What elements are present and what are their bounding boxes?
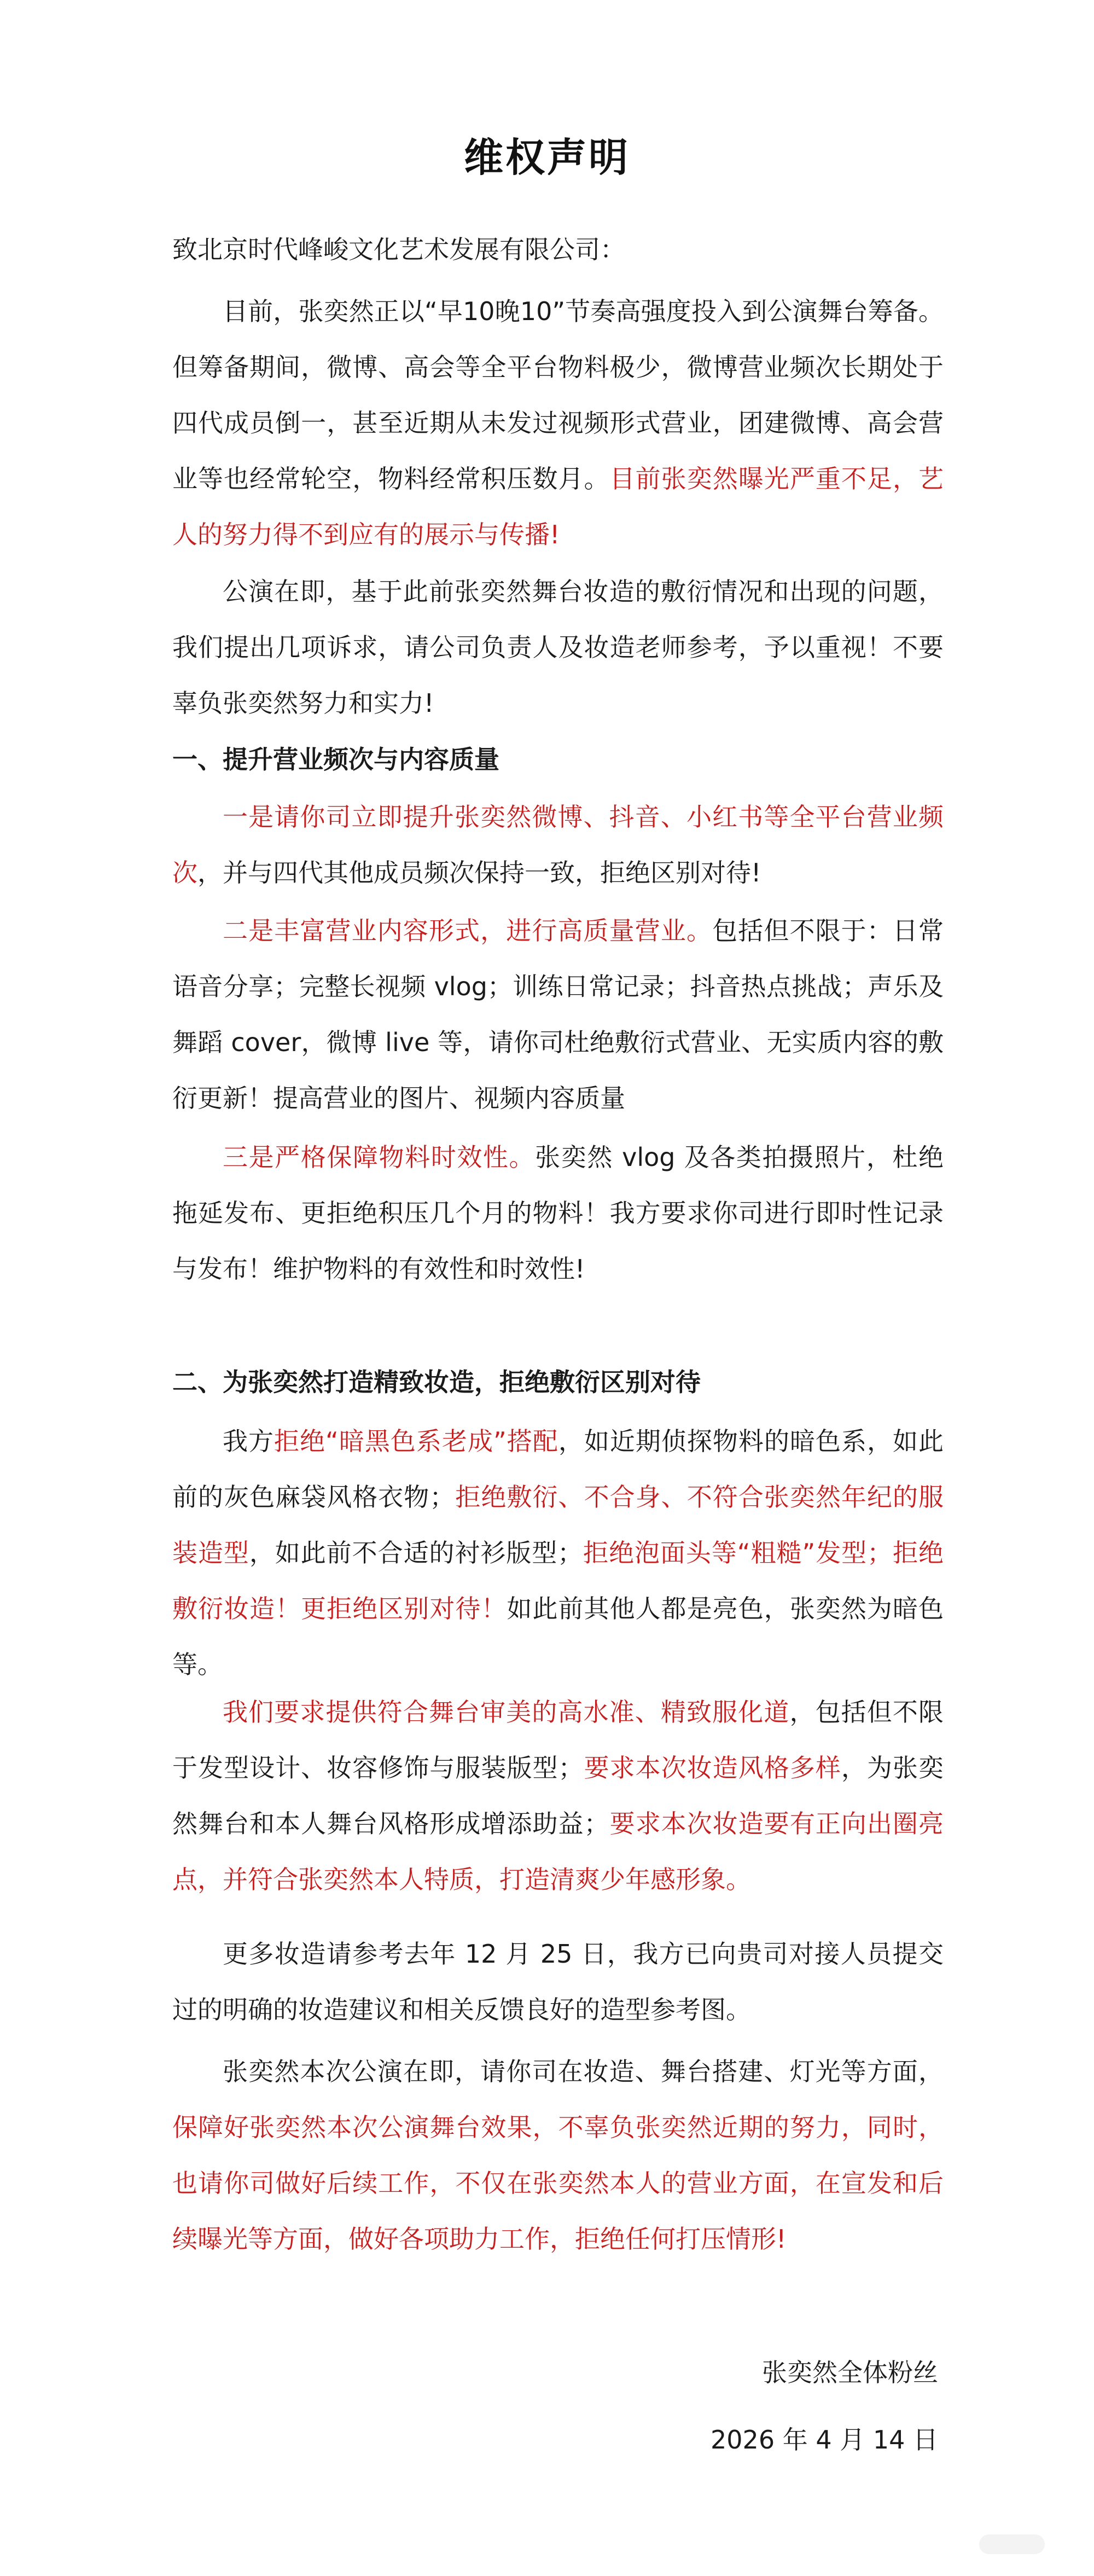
- paragraph-intro-text: 目前，张奕然正以“早10晚10”节奏高强度投入到公演舞台筹备。但筹备期间，微博、高会等全平台物料极少，微博营业频次长期处于四代成员倒一，甚至近期从未发过视频形式营业，团建微博、高会营业等也经常轮空，物料经常积压数月。: [172, 297, 944, 494]
- watermark-badge: [979, 2534, 1045, 2554]
- section1-item1: [172, 789, 944, 901]
- s2p2-e: 要求本次妆造要有正向出圈亮点，并符合张奕然本人特质，打造清爽少年感形象。: [172, 1809, 944, 1894]
- salutation: 致北京时代峰峻文化艺术发展有限公司：: [172, 235, 625, 264]
- date: 2026 年 4 月 14 日: [711, 2425, 938, 2455]
- s2p2-d: ，为张奕然舞台和本人舞台风格形成增添助益；: [172, 1753, 944, 1838]
- section1-item3: [172, 1129, 944, 1297]
- s2p1-e: ，如此前不合适的衬衫版型；: [249, 1538, 583, 1568]
- s2p1-a: 我方: [223, 1426, 275, 1456]
- paragraph-demands: 公演在即，基于此前张奕然舞台妆造的敷衍情况和出现的问题，我们提出几项诉求，请公司负责人及妆造老师参考，予以重视！不要辜负张奕然努力和实力!: [172, 577, 944, 718]
- closing-highlight: 保障好张奕然本次公演舞台效果，不辜负张奕然近期的努力，同时，也请你司做好后续工作，不仅在张奕然本人的营业方面，在宣发和后续曝光等方面，做好各项助力工作，拒绝任何打压情形!: [172, 2113, 944, 2254]
- s2p2-c: 要求本次妆造风格多样: [583, 1753, 841, 1783]
- paragraph-intro: [172, 283, 944, 562]
- s2p2-b: ，包括但不限于发型设计、妆容修饰与服装版型；: [172, 1697, 944, 1783]
- s2p1-g: 如此前其他人都是亮色，张奕然为暗色等。: [172, 1594, 944, 1679]
- section1-heading: 一、提升营业频次与内容质量: [172, 745, 499, 774]
- section1-item1-text: ，并与四代其他成员频次保持一致，拒绝区别对待!: [197, 858, 761, 887]
- page-title: 维权声明: [463, 135, 630, 181]
- paragraph-closing: [172, 2044, 944, 2267]
- section1-item2: [172, 903, 944, 1126]
- paragraph-intro-highlight: 目前张奕然曝光严重不足，艺人的努力得不到应有的展示与传播!: [172, 464, 944, 549]
- s2p1-f: 拒绝泡面头等“粗糙”发型；拒绝敷衍妆造！更拒绝区别对待！: [172, 1538, 944, 1623]
- section1-item3-highlight: 三是严格保障物料时效性。: [223, 1142, 536, 1172]
- s2p1-c: ，如近期侦探物料的暗色系，如此前的灰色麻袋风格衣物；: [172, 1426, 944, 1512]
- closing-text: 张奕然本次公演在即，请你司在妆造、舞台搭建、灯光等方面，: [223, 2057, 944, 2086]
- section1-item3-text: 张奕然 vlog 及各类拍摄照片，杜绝拖延发布、更拒绝积压几个月的物料！我方要求你司进行即时性记录与发布！维护物料的有效性和时效性!: [172, 1142, 944, 1284]
- section2-heading: 二、为张奕然打造精致妆造，拒绝敷衍区别对待: [172, 1367, 701, 1397]
- s2p1-d: 拒绝敷衍、不合身、不符合张奕然年纪的服装造型: [172, 1482, 944, 1568]
- signature: 张奕然全体粉丝: [762, 2358, 938, 2387]
- section2-paragraph1: [172, 1413, 944, 1692]
- section1-item1-highlight: 一是请你司立即提升张奕然微博、抖音、小红书等全平台营业频次: [172, 802, 944, 887]
- section2-paragraph2: [172, 1684, 944, 1907]
- s2p1-b: 拒绝“暗黑色系老成”搭配: [274, 1426, 558, 1456]
- section1-item2-highlight: 二是丰富营业内容形式，进行高质量营业。: [223, 916, 713, 945]
- section1-item2-text: 包括但不限于：日常语音分享；完整长视频 vlog；训练日常记录；抖音热点挑战；声乐及舞蹈 cover，微博 live 等，请你司杜绝敷衍式营业、无实质内容的敷衍更新！提高营业的图片、视频内容质量: [172, 916, 944, 1113]
- paragraph-reference: 更多妆造请参考去年 12 月 25 日，我方已向贵司对接人员提交过的明确的妆造建议和相关反馈良好的造型参考图。: [172, 1939, 944, 2024]
- s2p2-a: 我们要求提供符合舞台审美的高水准、精致服化道: [223, 1697, 790, 1727]
